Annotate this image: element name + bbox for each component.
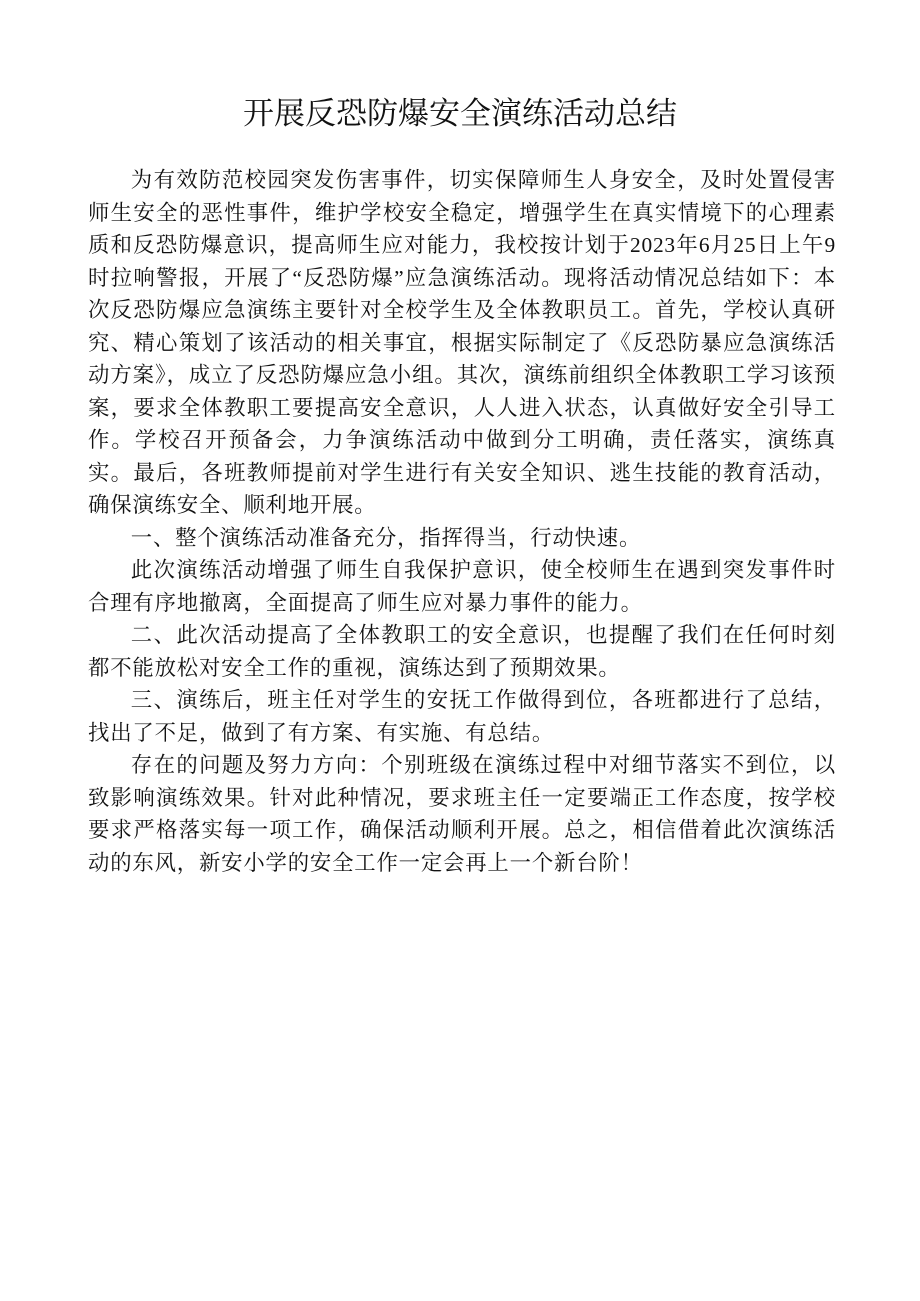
paragraph-point-one-detail: 此次演练活动增强了师生自我保护意识，使全校师生在遇到突发事件时合理有序地撤离，全面提高了师生应对暴力事件的能力。 [88,558,836,615]
paragraph-intro: 为有效防范校园突发伤害事件，切实保障师生人身安全，及时处置侵害师生安全的恶性事件，维护学校安全稳定，增强学生在真实情境下的心理素质和反恐防爆意识，提高师生应对能力，我校按计划于2023年6月25日上午9时拉响警报，开展了“反恐防爆”应急演练活动。现将活动情况总结如下：本次反恐防爆应急演练主要针对全校学生及全体教职员工。首先，学校认真研究、精心策划了该活动的相关事宜，根据实际制定了《反恐防暴应急演练活动方案》，成立了反恐防爆应急小组。其次，演练前组织全体教职工学习该预案，要求全体教职工要提高安全意识，人人进入状态，认真做好安全引导工作。学校召开预备会，力争演练活动中做到分工明确，责任落实，演练真实。最后，各班教师提前对学生进行有关安全知识、逃生技能的教育活动，确保演练安全、顺利地开展。 [88,168,836,517]
paragraph-point-two: 二、此次活动提高了全体教职工的安全意识，也提醒了我们在任何时刻都不能放松对安全工作的重视，演练达到了预期效果。 [88,623,836,680]
paragraph-point-three: 三、演练后，班主任对学生的安抚工作做得到位，各班都进行了总结，找出了不足，做到了有方案、有实施、有总结。 [88,688,836,745]
paragraph-point-one: 一、整个演练活动准备充分，指挥得当，行动快速。 [130,525,642,550]
document-body [88,164,836,879]
document-title: 开展反恐防爆安全演练活动总结 [243,96,677,132]
paragraph-problems-direction: 存在的问题及努力方向：个别班级在演练过程中对细节落实不到位，以致影响演练效果。针对此种情况，要求班主任一定要端正工作态度，按学校要求严格落实每一项工作，确保活动顺利开展。总之，相信借着此次演练活动的东风，新安小学的安全工作一定会再上一个新台阶！ [88,753,836,875]
